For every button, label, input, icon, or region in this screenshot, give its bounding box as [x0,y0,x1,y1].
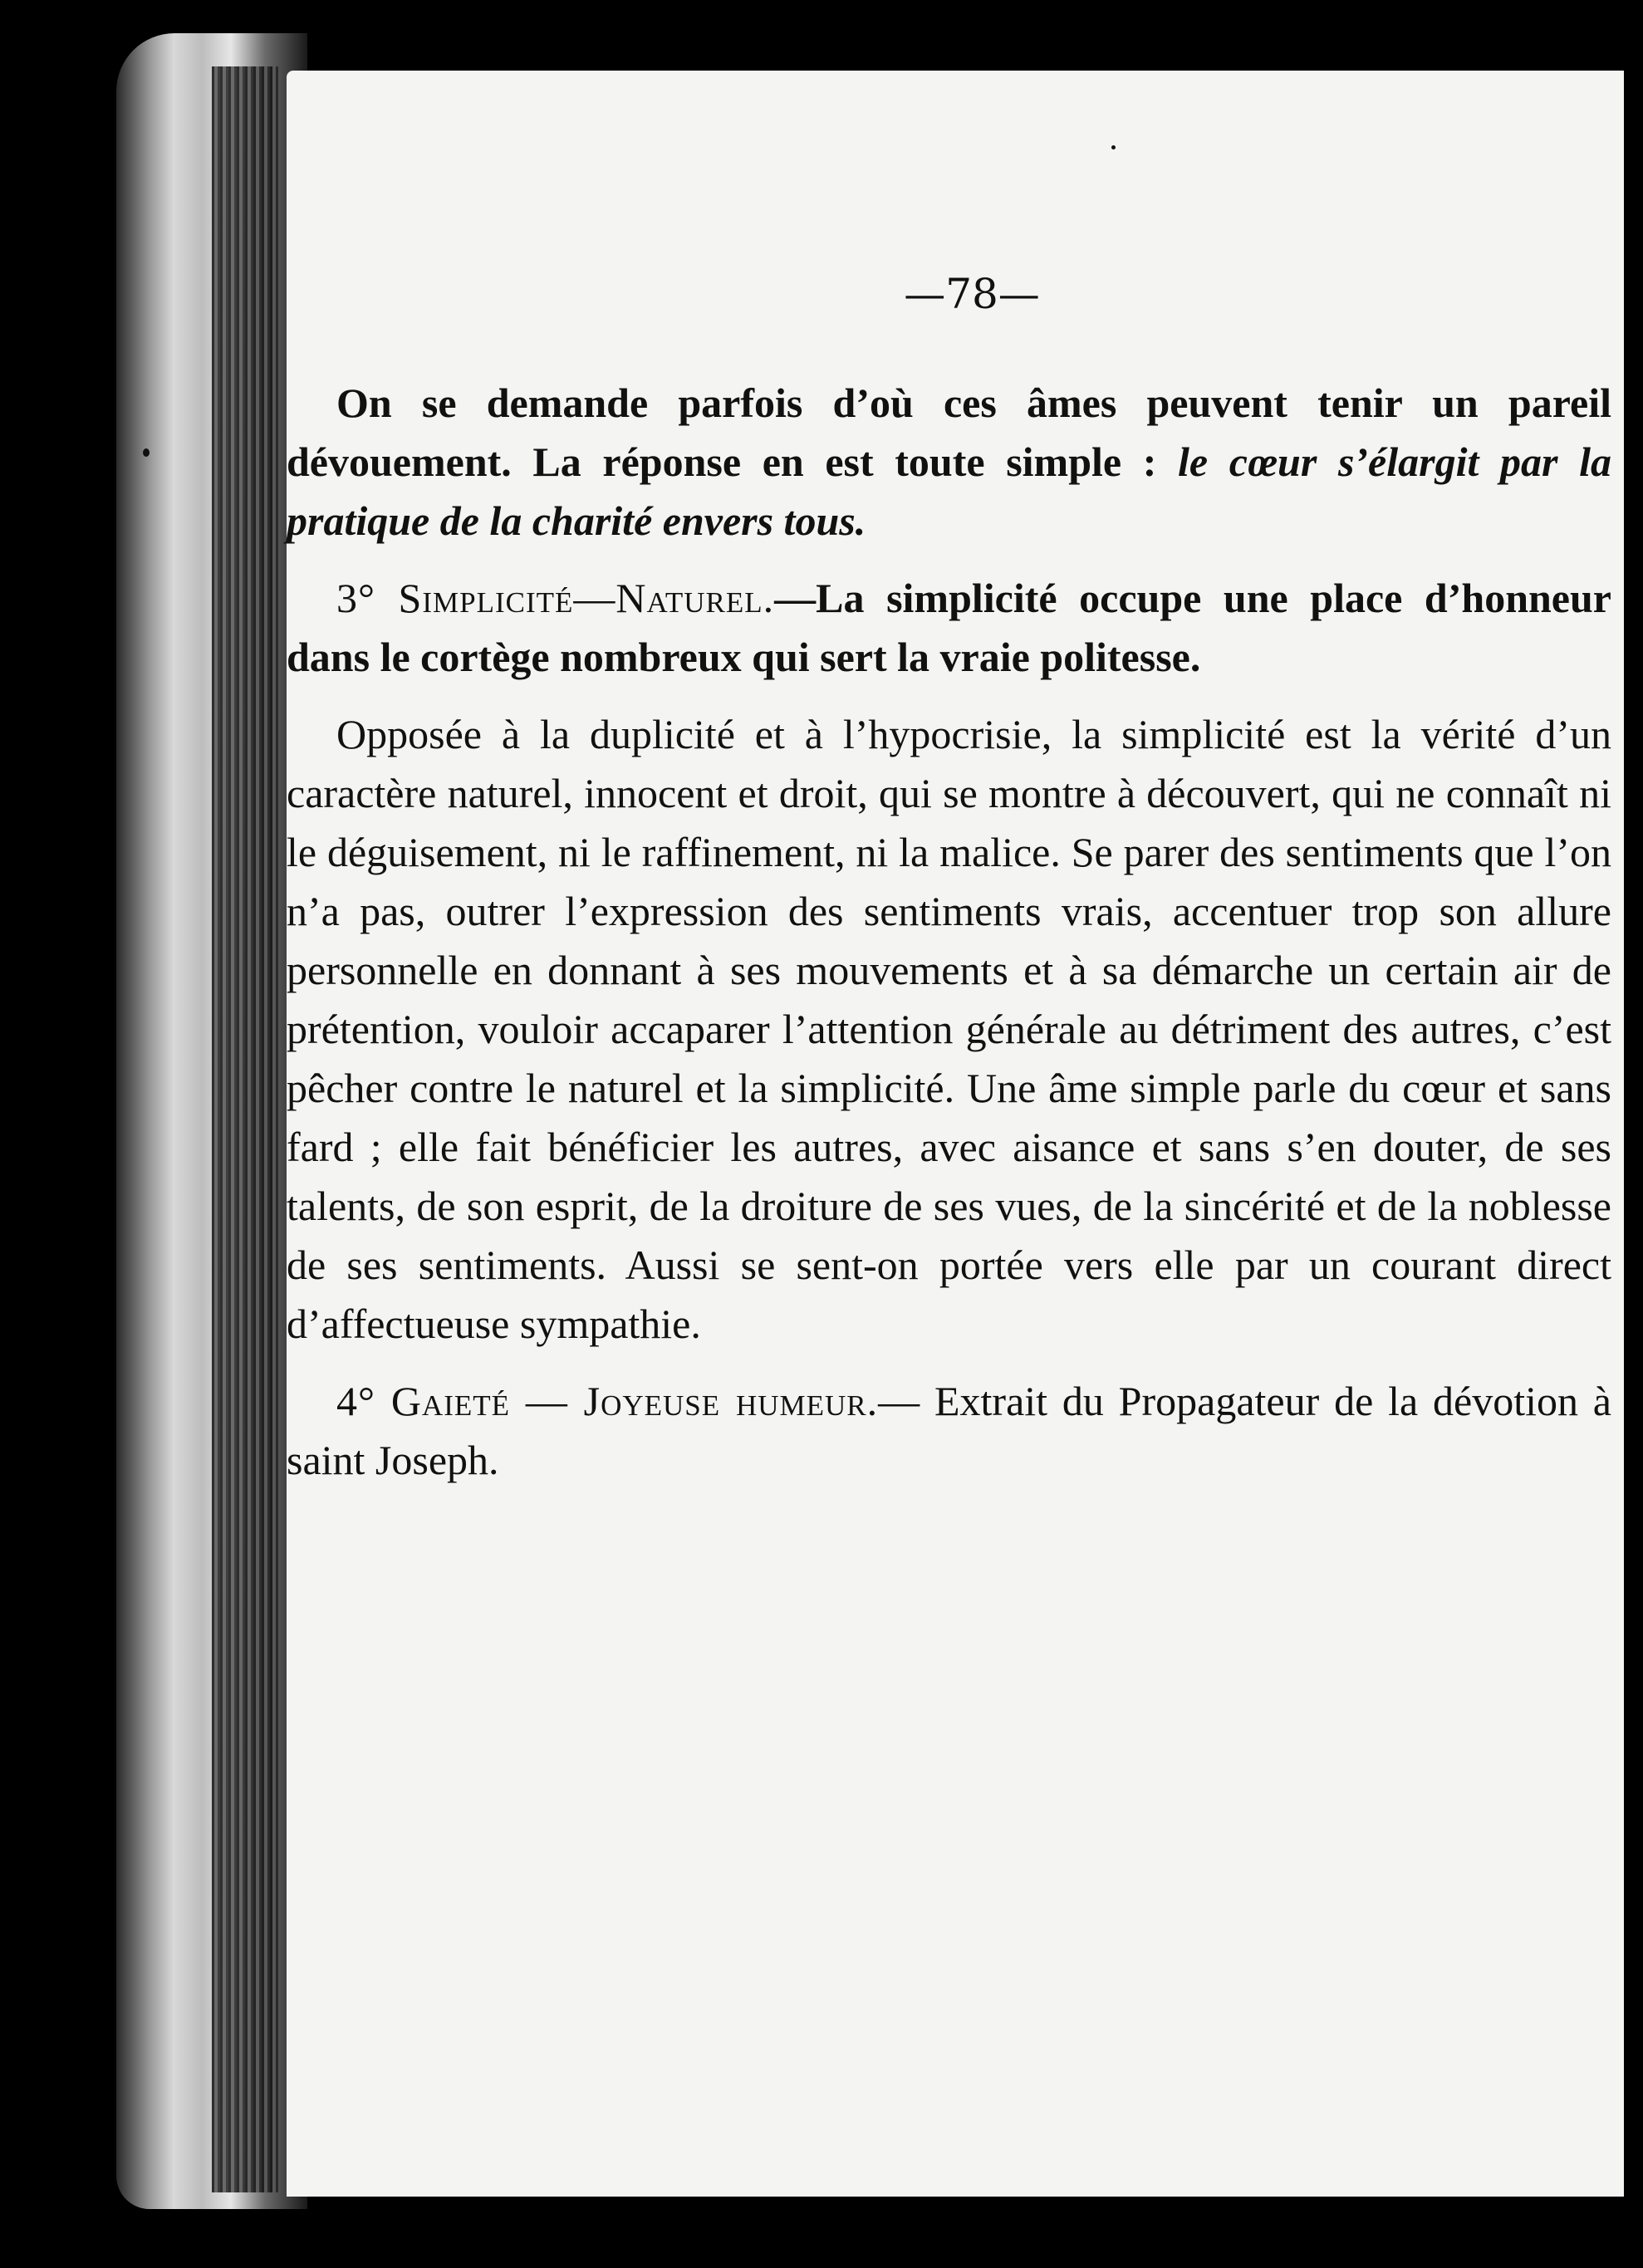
paragraph-4 [287,1372,1611,1490]
page-number: —78— [904,270,1040,318]
paragraph-1 [287,374,1611,551]
paragraph-1-emphasis: le cœur s’élargit par la pratique de la charité envers tous. [287,438,1612,544]
dust-speck [1111,145,1116,149]
section-heading-simplicite: 3° Simplicité—Naturel. [336,575,775,621]
page-text [287,374,1611,1508]
paragraph-2 [287,569,1611,687]
book-page-edges [212,66,278,2192]
paragraph-3-text: Opposée à la duplicité et à l’hypocrisie, la simplicité est la vérité d’un caractère naturel, innocent et droit, qui se montre à découvert, qui ne connaît ni le déguisement, ni le raffinement, ni la malice. Se parer des sentiments que l’on n’a pas, outrer l’expression des sentiments vrais, accentuer trop son allure personnelle en donnant à ses mouvements et à sa démarche un certain air de prétention, vouloir accaparer l’attention générale au détriment des autres, c’est pêcher contre le naturel et la simplicité. Une âme simple parle du cœur et sans fard ; elle fait bénéficier les autres, avec aisance et sans s’en douter, de ses talents, de son esprit, de la droiture de ses vues, de la sincérité et de la noblesse de ses sentiments. Aussi se sent-on portée vers elle par un courant direct d’affectueuse sympathie. [287,711,1611,1347]
paragraph-2-text: —La simplicité occupe une place d’honneur dans le cortège nombreux qui sert la vraie politesse. [287,575,1611,680]
paragraph-4-text: — Extrait du Propagateur de la dévotion à saint Joseph. [287,1378,1611,1483]
paragraph-1-text: On se demande parfois d’où ces âmes peuvent tenir un pareil dévouement. La réponse en est toute simple : [287,380,1611,485]
paragraph-3 [287,705,1611,1354]
dust-speck [143,448,150,457]
section-heading-gaiete: 4° Gaieté — Joyeuse humeur. [336,1378,879,1424]
